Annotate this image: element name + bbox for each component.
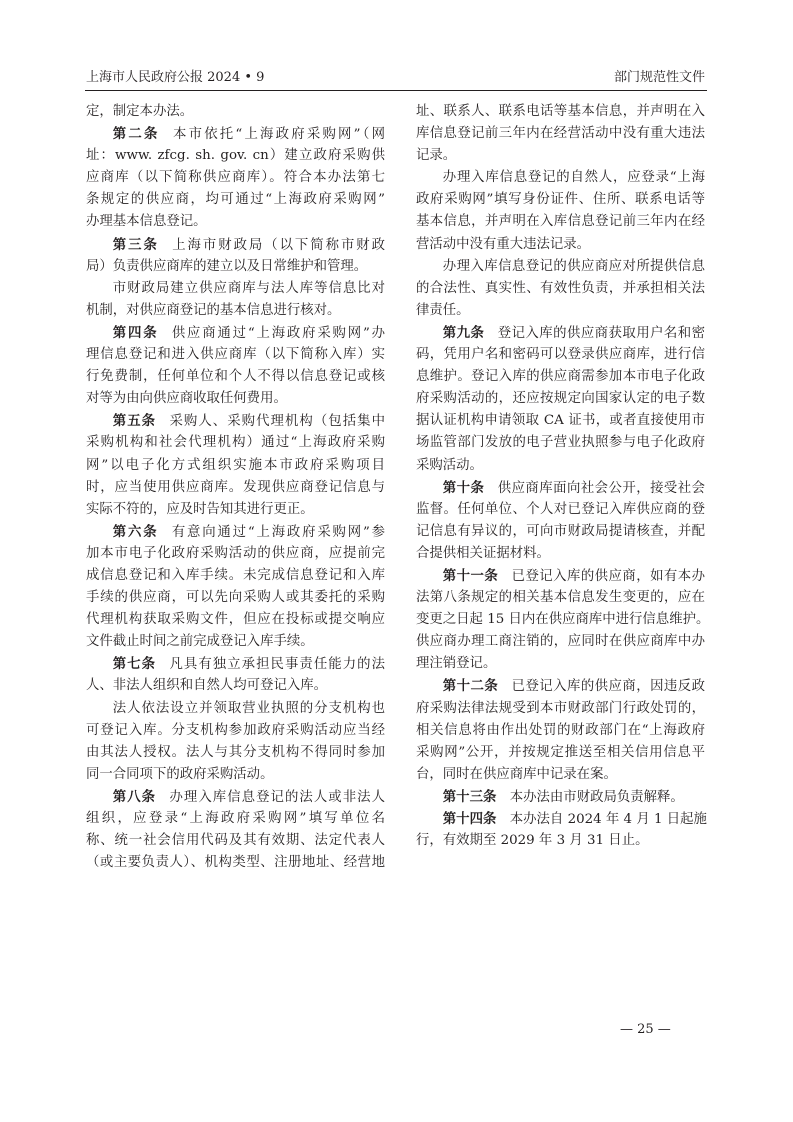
- text-line: [86, 366, 385, 388]
- line-text: 人、非法人组织和自然人均可登记入库。: [86, 678, 328, 694]
- line-text: 理信息登记和进入供应商库（以下简称入库）实: [86, 347, 385, 363]
- text-line: [86, 410, 385, 432]
- line-text: 法第八条规定的相关基本信息发生变更的，应在: [416, 590, 705, 606]
- text-line: [86, 211, 385, 233]
- article-paragraph: [86, 521, 385, 654]
- line-text: 办理入库信息登记的自然人，应登录“上海: [442, 170, 705, 186]
- text-line: [416, 234, 705, 256]
- text-line: [86, 432, 385, 454]
- text-line: [416, 477, 705, 499]
- text-line: [416, 565, 705, 587]
- line-text: 合提供相关证据材料。: [416, 545, 550, 561]
- text-line: [416, 101, 705, 123]
- line-text: 由其法人授权。法人与其分支机构不得同时参加: [86, 744, 385, 760]
- line-text: 行免费制，任何单位和个人不得以信息登记或核: [86, 369, 385, 385]
- text-line: [416, 499, 705, 521]
- line-text: 已登记入库的供应商，如有本办: [511, 568, 706, 584]
- line-text: 采购机构和社会代理机构）通过“上海政府采购: [86, 435, 385, 451]
- line-text: 理注销登记。: [416, 656, 497, 672]
- article-paragraph: [86, 786, 385, 874]
- line-text: 府采购法律法规受到本市财政部门行政处罚的，: [416, 700, 705, 716]
- line-text: 局）负责供应商库的建立以及日常维护和管理。: [86, 258, 368, 274]
- text-line: [416, 455, 705, 477]
- line-text: 供应商库面向社会公开，接受社会: [497, 480, 706, 496]
- text-line: [416, 720, 705, 742]
- line-text: 市财政局建立供应商库与法人库等信息比对: [112, 280, 385, 296]
- text-line: [86, 388, 385, 410]
- paragraph: [86, 278, 385, 322]
- text-line: [416, 322, 705, 344]
- text-line: [416, 808, 705, 830]
- article-heading: 第十二条: [442, 678, 499, 695]
- line-text: （或主要负责人）、机构类型、注册地址、经营地: [86, 855, 385, 871]
- text-line: [416, 698, 705, 720]
- text-line: [86, 344, 385, 366]
- line-text: 凡具有独立承担民事责任能力的法: [169, 657, 386, 673]
- text-line: [86, 521, 385, 543]
- text-line: [416, 145, 705, 167]
- line-text: 记信息有异议的，可向市财政局提请核查，并配: [416, 523, 705, 539]
- text-line: [416, 631, 705, 653]
- article-heading: 第六条: [112, 523, 159, 540]
- left-column: [86, 101, 385, 874]
- text-line: [86, 300, 385, 322]
- line-text: 可登记入库。分支机构参加政府采购活动应当经: [86, 722, 385, 738]
- article-paragraph: [86, 410, 385, 520]
- text-line: [416, 278, 705, 300]
- line-text: 机制，对供应商登记的基本信息进行核对。: [86, 302, 341, 318]
- line-text: 行，有效期至 2029 年 3 月 31 日止。: [416, 833, 649, 849]
- text-line: [416, 388, 705, 410]
- text-line: [86, 698, 385, 720]
- running-header-section: 部门规范性文件: [613, 70, 705, 85]
- line-text: 办理入库信息登记的法人或非法人: [169, 789, 386, 805]
- line-text: 址：www. zfcg. sh. gov. cn）建立政府采购供: [86, 148, 385, 164]
- text-line: [416, 653, 705, 675]
- line-text: 办理入库信息登记的供应商应对所提供信息: [442, 258, 705, 274]
- article-heading: 第八条: [112, 788, 157, 805]
- text-line: [416, 675, 705, 697]
- paragraph: [416, 256, 705, 322]
- line-text: 采购人、采购代理机构（包括集中: [169, 414, 386, 430]
- text-line: [86, 455, 385, 477]
- paragraph: [416, 101, 705, 167]
- article-heading: 第五条: [112, 413, 157, 430]
- text-line: [416, 366, 705, 388]
- article-paragraph: [416, 808, 705, 852]
- page-number: — 25 —: [620, 1022, 671, 1037]
- line-text: 应商库（以下简称供应商库）。符合本办法第七: [86, 170, 385, 186]
- article-heading: 第九条: [442, 324, 485, 341]
- text-line: [416, 189, 705, 211]
- text-line: [416, 123, 705, 145]
- article-paragraph: [416, 786, 705, 808]
- article-heading: 第十三条: [442, 788, 497, 805]
- text-line: [86, 742, 385, 764]
- text-line: [86, 234, 385, 256]
- line-text: 手续的供应商，可以先向采购人或其委托的采购: [86, 590, 385, 606]
- text-line: [86, 609, 385, 631]
- article-heading: 第三条: [112, 236, 159, 253]
- line-text: 供应商办理工商注销的，应同时在供应商库中办: [416, 634, 705, 650]
- line-text: 码，凭用户名和密码可以登录供应商库，进行信: [416, 347, 705, 363]
- line-text: 加本市电子化政府采购活动的供应商，应提前完: [86, 545, 385, 561]
- text-line: [86, 322, 385, 344]
- text-line: [416, 432, 705, 454]
- article-paragraph: [86, 234, 385, 278]
- article-paragraph: [416, 565, 710, 675]
- line-text: 条规定的供应商，均可通过“上海政府采购网”: [86, 192, 385, 208]
- line-text: 相关信息将由作出处罚的财政部门在“上海政府: [416, 722, 705, 738]
- line-text: 营活动中没有重大违法记录。: [416, 236, 591, 252]
- text-line: [416, 543, 705, 565]
- line-text: 对等为由向供应商收取任何费用。: [86, 391, 287, 407]
- line-text: 实际不符的，应及时告知其进行更正。: [86, 501, 314, 517]
- text-line: [416, 211, 705, 233]
- line-text: 本办法由市财政局负责解释。: [509, 789, 684, 805]
- text-line: [86, 808, 385, 830]
- text-line: [416, 786, 705, 808]
- line-text: 代理机构获取采购文件，但应在投标或提交响应: [86, 612, 385, 628]
- line-text: 采购活动。: [416, 457, 483, 473]
- line-text: 政府采购网”填写身份证件、住所、联系电话等: [416, 192, 705, 208]
- line-text: 本办法自 2024 年 4 月 1 日起施: [509, 812, 707, 827]
- text-line: [86, 167, 385, 189]
- line-text: 律责任。: [416, 302, 470, 318]
- line-text: 址、联系人、联系电话等基本信息，并声明在入: [416, 104, 705, 119]
- line-text: 记录。: [416, 148, 457, 164]
- text-line: [86, 565, 385, 587]
- line-text: 库信息登记前三年内在经营活动中没有重大违法: [416, 126, 705, 142]
- text-line: [86, 499, 385, 521]
- text-line: [86, 189, 385, 211]
- text-line: [86, 631, 385, 653]
- text-line: [416, 742, 705, 764]
- text-line: [86, 830, 385, 852]
- text-line: [416, 344, 705, 366]
- line-text: 同一合同项下的政府采购活动。: [86, 766, 274, 782]
- text-line: [86, 653, 385, 675]
- line-text: 场监管部门发放的电子营业执照参与电子化政府: [416, 435, 705, 451]
- right-column: [416, 101, 710, 852]
- article-heading: 第二条: [112, 126, 160, 143]
- text-line: [416, 300, 705, 322]
- running-header-title: 上海市人民政府公报 2024 • 9: [86, 70, 265, 85]
- text-line: [86, 764, 385, 786]
- line-text: 本市依托“上海政府采购网”（网: [173, 127, 386, 143]
- article-heading: 第十四条: [442, 811, 497, 827]
- line-text: 监督。任何单位、个人对已登记入库供应商的登: [416, 501, 705, 517]
- text-line: [86, 720, 385, 742]
- text-line: [86, 145, 385, 167]
- text-line: [416, 587, 705, 609]
- article-heading: 第十条: [442, 479, 485, 496]
- line-text: 有意向通过“上海政府采购网”参: [171, 524, 385, 540]
- text-line: [86, 101, 385, 123]
- text-line: [416, 830, 705, 852]
- article-paragraph: [416, 675, 705, 785]
- line-text: 上海市财政局（以下简称市财政: [172, 237, 386, 253]
- text-line: [416, 167, 705, 189]
- line-text: 网”以电子化方式组织实施本市政府采购项目: [86, 457, 385, 473]
- text-line: [86, 852, 385, 874]
- article-paragraph: [416, 477, 705, 565]
- line-text: 息维护。登记入库的供应商需参加本市电子化政: [416, 369, 705, 385]
- line-text: 文件截止时间之前完成登记入库手续。: [86, 634, 314, 650]
- text-line: [416, 764, 705, 786]
- line-text: 法人依法设立并领取营业执照的分支机构也: [112, 700, 385, 716]
- article-heading: 第四条: [112, 324, 159, 341]
- text-line: [416, 609, 710, 631]
- text-line: [86, 256, 385, 278]
- line-text: 成信息登记和入库手续。未完成信息登记和入库: [86, 567, 385, 583]
- line-text: 基本信息，并声明在入库信息登记前三年内在经: [416, 214, 705, 230]
- paragraph: [86, 698, 385, 786]
- text-line: [416, 256, 705, 278]
- text-line: [86, 675, 385, 697]
- text-line: [86, 278, 385, 300]
- line-text: 供应商通过“上海政府采购网”办: [171, 325, 385, 341]
- line-text: 定，制定本办法。: [86, 104, 194, 119]
- line-text: 时，应当使用供应商库。发现供应商登记信息与: [86, 479, 385, 495]
- paragraph: [86, 101, 385, 123]
- text-line: [416, 410, 705, 432]
- article-paragraph: [416, 322, 705, 477]
- line-text: 台，同时在供应商库中记录在案。: [416, 766, 617, 782]
- article-paragraph: [86, 653, 385, 697]
- article-paragraph: [86, 322, 385, 410]
- line-text: 组织，应登录“上海政府采购网”填写单位名: [86, 811, 385, 826]
- text-line: [86, 123, 385, 145]
- line-text: 采购网”公开，并按规定推送至相关信用信息平: [416, 744, 705, 760]
- text-line: [86, 477, 385, 499]
- line-text: 办理基本信息登记。: [86, 214, 207, 230]
- line-text: 的合法性、真实性、有效性负责，并承担相关法: [416, 280, 705, 296]
- text-line: [86, 587, 385, 609]
- line-text: 府采购活动的，还应按规定向国家认定的电子数: [416, 391, 705, 407]
- text-line: [416, 521, 705, 543]
- line-text: 登记入库的供应商获取用户名和密: [497, 325, 706, 341]
- line-text: 称、统一社会信用代码及其有效期、法定代表人: [86, 833, 385, 849]
- paragraph: [416, 167, 705, 255]
- text-line: [86, 543, 385, 565]
- line-text: 已登记入库的供应商，因违反政: [511, 679, 706, 695]
- line-text: 变更之日起 15 日内在供应商库中进行信息维护。: [416, 612, 710, 628]
- header-rule: [85, 90, 707, 91]
- article-heading: 第七条: [112, 656, 157, 673]
- line-text: 据认证机构申请领取 CA 证书，或者直接使用市: [416, 413, 705, 429]
- text-line: [86, 786, 385, 808]
- article-paragraph: [86, 123, 385, 233]
- article-heading: 第十一条: [442, 567, 499, 584]
